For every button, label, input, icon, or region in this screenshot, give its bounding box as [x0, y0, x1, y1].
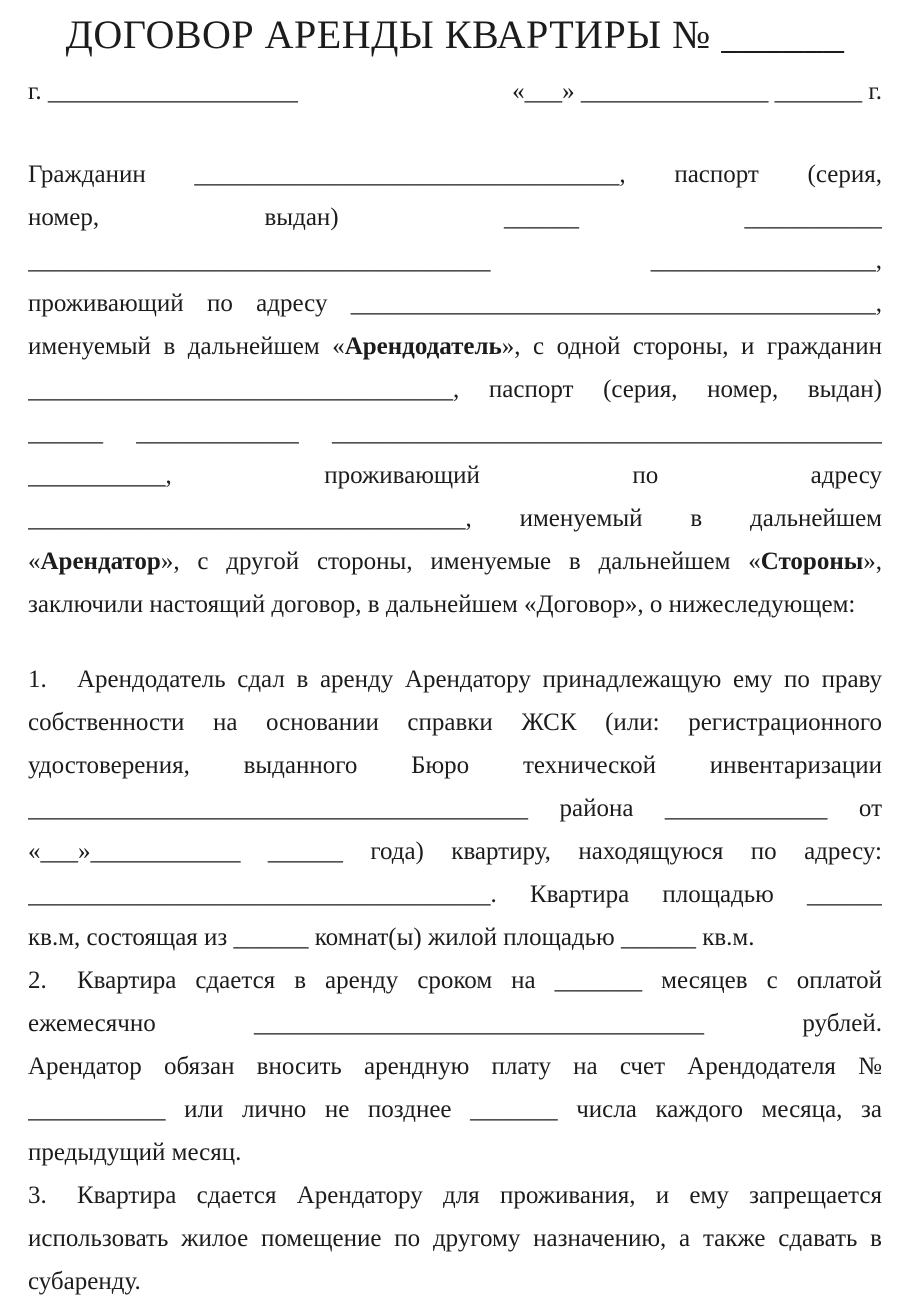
date-blank: «___» _______________ _______ г. [512, 78, 882, 105]
intro-line-5-pre: именуемый в дальнейшем « [28, 333, 345, 360]
clause-2-line-5: предыдущий месяц. [28, 1139, 242, 1166]
intro-line-5 [28, 325, 882, 368]
intro-line-9: ___________________________________, именуемый в дальнейшем [28, 505, 882, 532]
clause-2 [28, 959, 882, 1174]
clause-2-line-4: ___________ или лично не позднее _______ числа каждого месяца, за [28, 1096, 882, 1123]
landlord-term: Арендодатель [344, 333, 502, 360]
clause-1-line-7: кв.м, состоящая из ______ комнат(ы) жилой площадью ______ кв.м. [28, 924, 755, 951]
contract-number-blank: ______ [721, 12, 845, 57]
clause-1-line-1-text: Арендодатель сдал в аренду Арендатору принадлежащую ему по праву [77, 666, 882, 693]
clause-1-line-4: ________________________________________ района _____________ от [28, 795, 882, 822]
intro-line-7: ______ _____________ ____________________________________________ [28, 419, 882, 446]
clause-3-line-3: субаренду. [28, 1268, 141, 1295]
intro-line-10 [28, 540, 882, 583]
clause-2-line-3: Арендатор обязан вносить арендную плату на счет Арендодателя № [28, 1053, 882, 1080]
city-blank: г. ____________________ [28, 78, 298, 105]
document-page [28, 12, 882, 1303]
clause-1-line-6: _____________________________________. Квартира площадью ______ [28, 881, 882, 908]
intro-line-3: _____________________________________ __________________, [28, 247, 882, 274]
intro-line-2: номер, выдан) ______ ___________ [28, 204, 882, 231]
title-text: ДОГОВОР АРЕНДЫ КВАРТИРЫ № [65, 12, 711, 57]
clause-3-line-1 [28, 1174, 882, 1217]
clause-3-line-2: использовать жилое помещение по другому назначению, а также сдавать в [28, 1225, 882, 1252]
clause-1-line-3: удостоверения, выданного Бюро технической инвентаризации [28, 752, 882, 779]
clause-2-line-1 [28, 959, 882, 1002]
clause-3 [28, 1174, 882, 1303]
clause-2-line-2: ежемесячно ____________________________________ рублей. [28, 1010, 882, 1037]
intro-line-6: __________________________________, паспорт (серия, номер, выдан) [28, 376, 882, 403]
clause-1 [28, 658, 882, 959]
intro-line-10-pre: « [28, 548, 41, 575]
clause-1-number: 1. [28, 666, 47, 693]
intro-line-5-post: », с одной стороны, и гражданин [501, 333, 882, 360]
intro-line-10-post: », [863, 548, 882, 575]
clause-3-line-1-text: Квартира сдается Арендатору для проживания, и ему запрещается [77, 1182, 882, 1209]
clause-1-line-2: собственности на основании справки ЖСК (или: регистрационного [28, 709, 882, 736]
intro-paragraph [28, 153, 882, 626]
clause-2-line-1-text: Квартира сдается в аренду сроком на _______ месяцев с оплатой [77, 967, 882, 994]
tenant-term: Арендатор [40, 548, 161, 575]
date-line [28, 70, 882, 113]
intro-line-11: заключили настоящий договор, в дальнейшем «Договор», о нижеследующем: [28, 591, 856, 618]
clause-3-number: 3. [28, 1182, 47, 1209]
clause-1-line-1 [28, 658, 882, 701]
intro-line-10-mid: », с другой стороны, именуемые в дальнейшем « [160, 548, 761, 575]
parties-term: Стороны [760, 548, 864, 575]
intro-line-4: проживающий по адресу __________________________________________, [28, 290, 882, 317]
intro-line-1: Гражданин __________________________________, паспорт (серия, [28, 161, 882, 188]
paragraph-spacer [28, 626, 882, 658]
intro-line-8: ___________, проживающий по адресу [28, 462, 882, 489]
document-title [28, 12, 882, 58]
clause-2-number: 2. [28, 967, 47, 994]
clause-1-line-5: «___»____________ ______ года) квартиру, находящуюся по адресу: [28, 838, 882, 865]
